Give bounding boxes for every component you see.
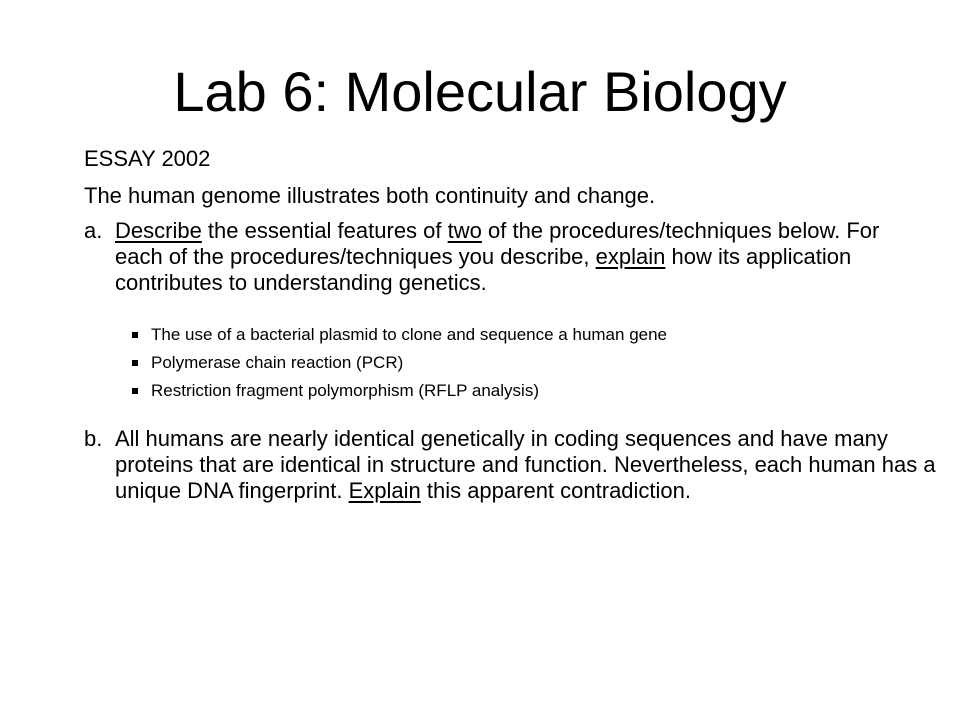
part-a-describe: Describe (115, 218, 202, 243)
essay-intro: The human genome illustrates both continuity and change. (84, 183, 656, 208)
slide-title: Lab 6: Molecular Biology (173, 60, 787, 123)
square-bullet-icon (132, 332, 138, 338)
part-a-text-2: of the procedures/techniques below. For each of the procedures/techniques you describe, (115, 218, 880, 269)
part-b-explain: Explain (348, 478, 421, 503)
list-item-text: The use of a bacterial plasmid to clone and sequence a human gene (151, 325, 668, 344)
part-b (84, 426, 945, 504)
slide-body (84, 146, 914, 296)
list-item (130, 321, 667, 349)
square-bullet-icon (132, 360, 138, 366)
part-a (84, 218, 914, 296)
essay-label: ESSAY 2002 (84, 146, 211, 171)
part-a-marker: a. (84, 218, 103, 243)
square-bullet-icon (132, 388, 138, 394)
technique-list (130, 321, 667, 405)
part-a-two: two (447, 218, 482, 243)
list-item-text: Polymerase chain reaction (PCR) (151, 353, 404, 372)
part-b-text-1: All humans are nearly identical genetically in coding sequences and have many proteins that are identical in structure and function. Nevertheless, each human has a unique DNA fingerprint. (115, 426, 936, 503)
list-item (130, 349, 667, 377)
part-a-text-3: how its application contributes to understanding genetics. (115, 244, 852, 295)
part-b-text-2: this apparent contradiction. (420, 478, 692, 503)
part-a-explain: explain (595, 244, 666, 269)
part-a-text-1: the essential features of (201, 218, 448, 243)
list-item-text: Restriction fragment polymorphism (RFLP analysis) (151, 381, 539, 400)
list-item (130, 377, 667, 405)
part-b-marker: b. (84, 426, 103, 451)
